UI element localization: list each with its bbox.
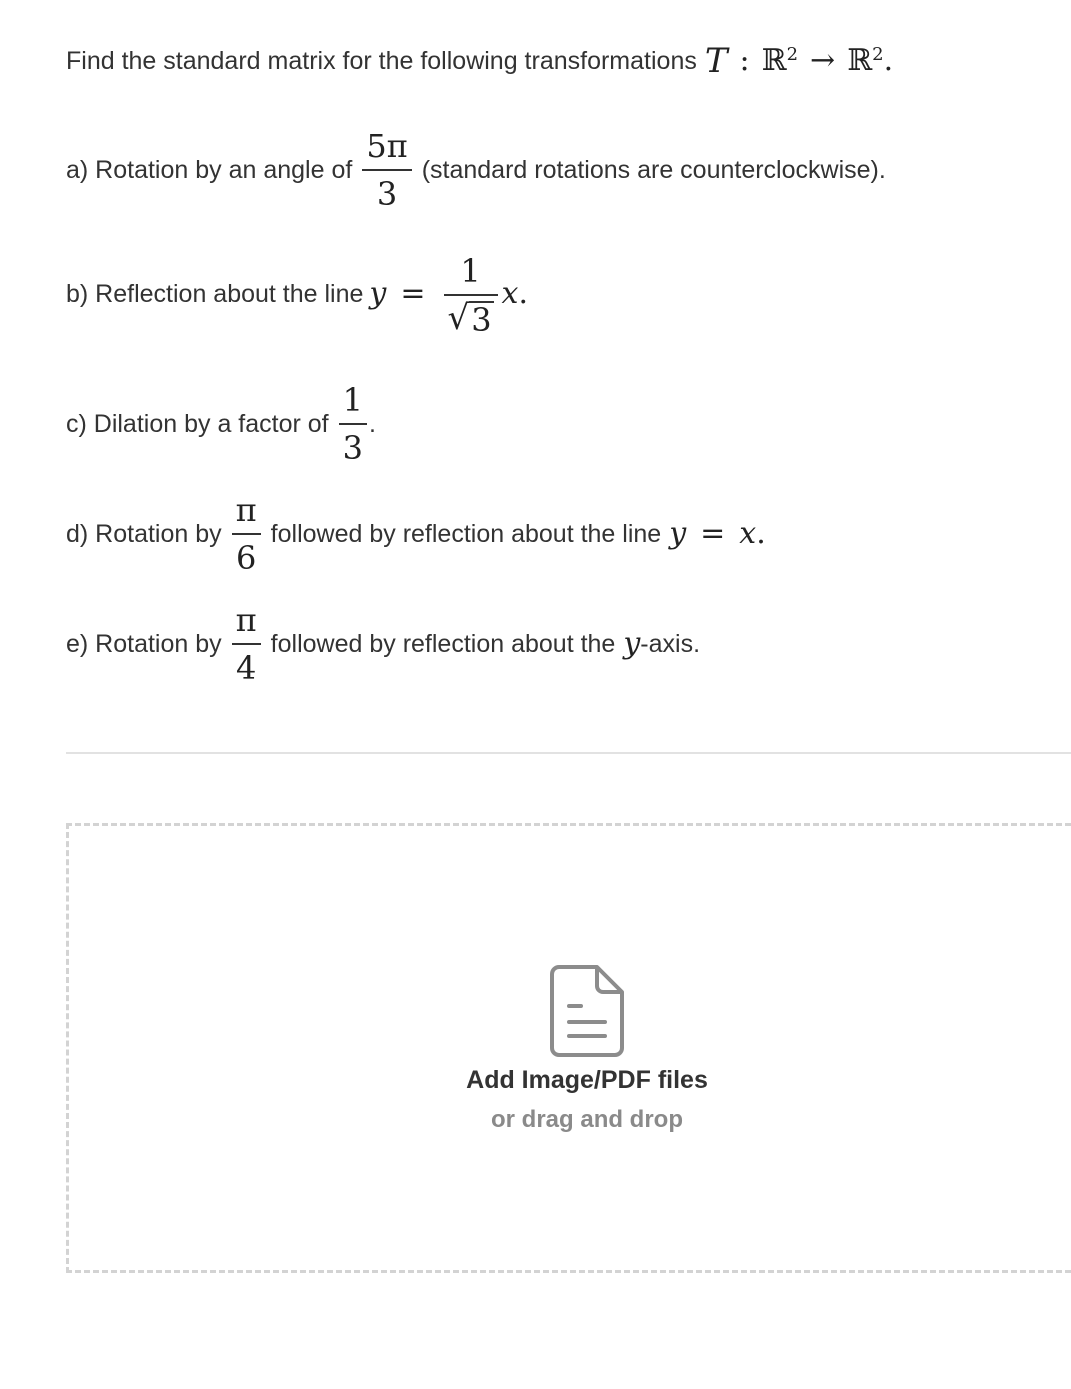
part-e-var-wrap [623,626,641,661]
part-b-numerator: 1 [460,252,481,290]
part-e-middle: followed by reflection about the [270,630,616,658]
part-a-label: a) Rotation by an angle of [66,156,353,184]
part-e-denominator: 4 [235,649,257,687]
part-d-label: d) Rotation by [66,520,222,548]
section-divider [66,752,1071,754]
part-c-denominator: 3 [342,429,363,467]
part-d-equals: = [700,516,726,551]
part-d-fraction [232,490,261,578]
part-d-lhs: y [669,516,687,551]
part-a-fraction [362,126,411,214]
part-c-fraction [339,380,367,468]
part-c-numerator: 1 [342,381,363,419]
part-e-suffix: -axis. [640,630,701,658]
part-b-period: . [518,276,529,311]
intro-text: Find the standard matrix for the following transformations [66,47,697,75]
part-b-sqrt [444,296,498,337]
file-dropzone[interactable] [66,823,1071,1273]
part-b-var: x [501,276,519,311]
upload-title[interactable]: Add Image/PDF files [466,1066,708,1094]
part-c-label: c) Dilation by a factor of [66,410,329,438]
part-d-math [669,516,766,551]
part-b [66,240,528,348]
domain-exponent: 2 [786,44,799,65]
part-a-suffix: (standard rotations are counterclockwise). [421,156,886,184]
part-d-numerator: π [235,491,257,529]
radical-sign: √ [447,298,470,338]
part-b-math [369,251,528,337]
part-c [66,372,376,476]
part-d-denominator: 6 [235,539,257,577]
part-e-var: y [623,626,641,661]
part-b-radicand: 3 [471,301,492,339]
intro-period: . [883,43,894,78]
part-e-label: e) Rotation by [66,630,222,658]
document-icon [549,964,625,1058]
part-a [66,120,886,220]
upload-subtitle: or drag and drop [491,1106,683,1133]
part-b-fraction [444,251,498,337]
part-e-numerator: π [235,601,257,639]
part-e [66,596,700,692]
part-e-fraction [232,600,261,688]
part-b-lhs: y [369,276,387,311]
part-d-rhs: x [739,516,757,551]
part-d-period: . [756,516,766,551]
codomain-symbol: ℝ [847,43,873,78]
arrow: → [810,43,836,78]
part-b-label: b) Reflection about the line [66,280,364,308]
part-d-middle: followed by reflection about the line [270,520,662,548]
codomain-exponent: 2 [872,44,884,65]
part-d [66,486,766,582]
part-a-denominator: 3 [376,175,398,213]
domain-symbol: ℝ [761,43,787,78]
colon: : [739,43,750,78]
transform-symbol: T [704,41,728,81]
part-a-numerator: 5π [366,127,408,165]
part-c-period: . [368,410,376,438]
question-intro [66,41,894,81]
part-b-equals: = [400,276,426,311]
intro-math [704,41,894,81]
